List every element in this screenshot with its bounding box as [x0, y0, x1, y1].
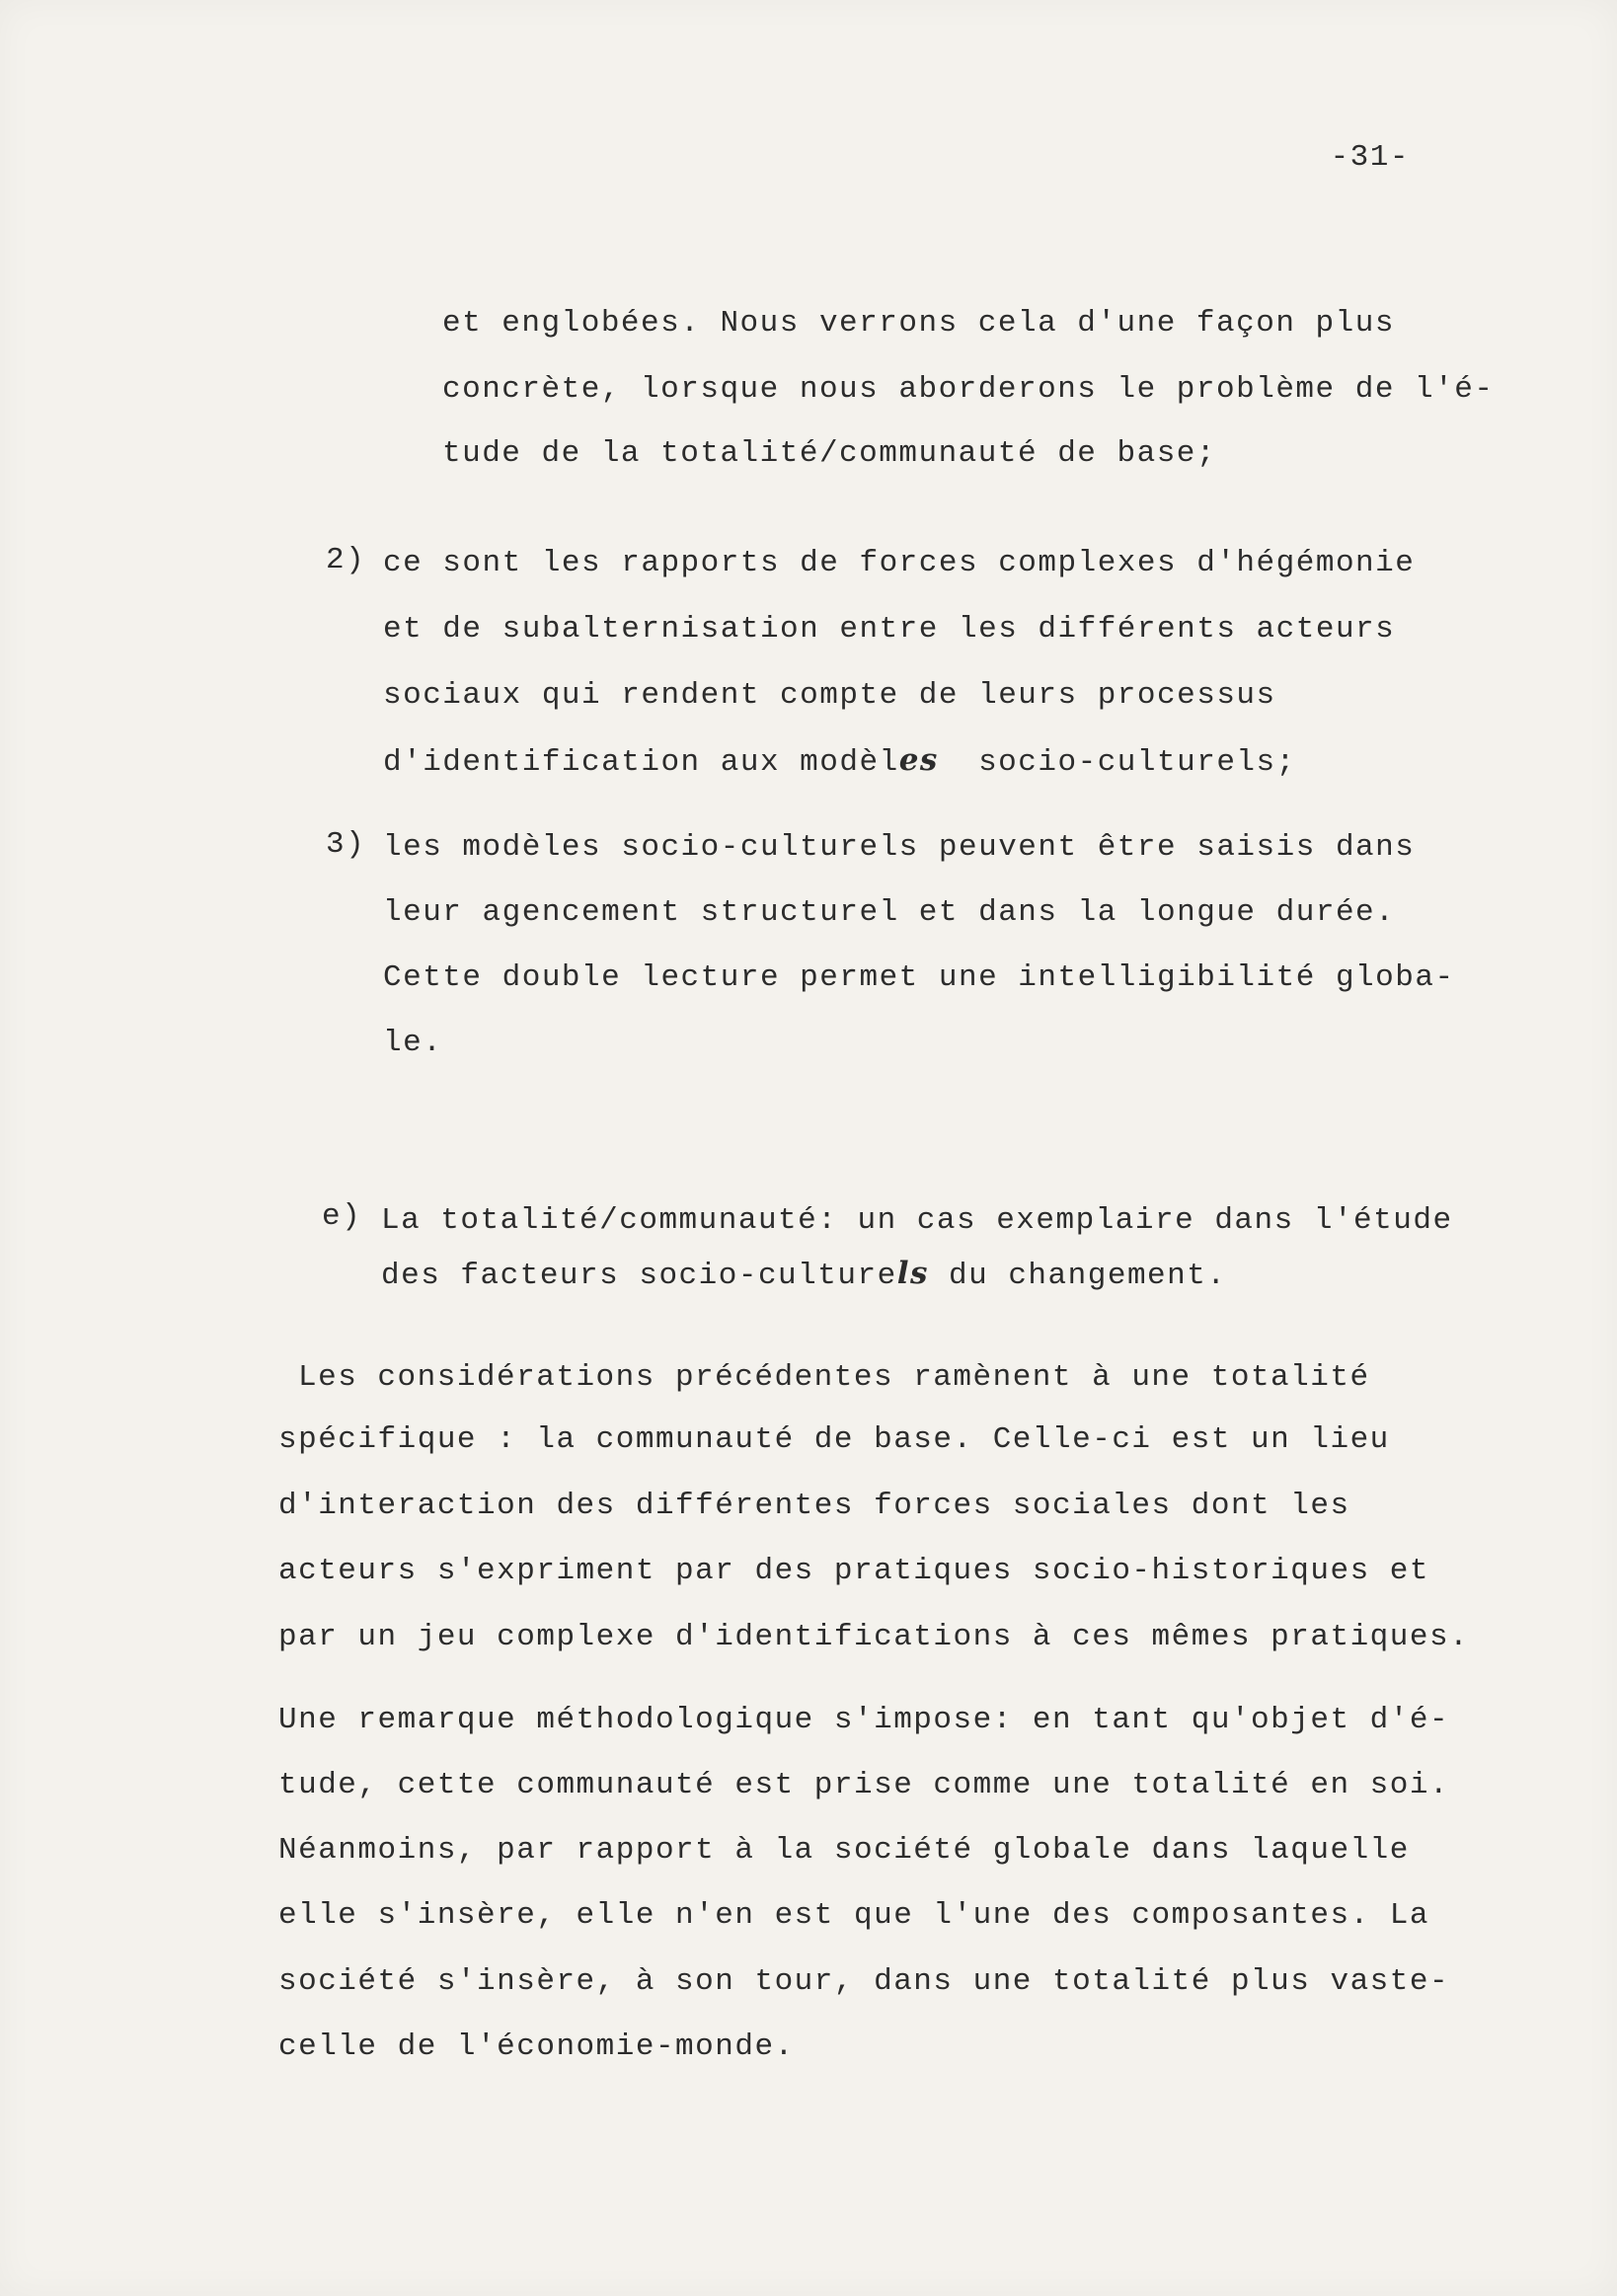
item-3-line-1: les modèles socio-culturels peuvent être saisis dans: [383, 830, 1416, 865]
paragraph-2-line-1: Une remarque méthodologique s'impose: en tant qu'objet d'é-: [278, 1703, 1450, 1737]
item-2-line-4-end: socio-culturels;: [938, 745, 1296, 780]
item-3-line-3: Cette double lecture permet une intelligibilité globa-: [383, 960, 1455, 995]
paragraph-2-line-2: tude, cette communauté est prise comme une totalité en soi.: [278, 1768, 1450, 1802]
section-e-heading-line-1: La totalité/communauté: un cas exemplaire dans l'étude: [381, 1203, 1453, 1238]
section-e-heading-line-2: [381, 1256, 1226, 1293]
item-2-line-1: ce sont les rapports de forces complexes d'hégémonie: [383, 546, 1416, 580]
paragraph-2-line-3: Néanmoins, par rapport à la société globale dans laquelle: [278, 1833, 1410, 1868]
item-2-line-4: [383, 742, 1296, 780]
item-3-marker: 3): [326, 827, 366, 862]
intro-line-3: tude de la totalité/communauté de base;: [442, 436, 1217, 471]
paragraph-1-line-1: Les considérations précédentes ramènent à une totalité: [298, 1360, 1370, 1395]
item-2-line-4-text: d'identification aux modèl: [383, 745, 899, 780]
item-3-line-2: leur agencement structurel et dans la longue durée.: [383, 895, 1396, 930]
paragraph-2-line-4: elle s'insère, elle n'en est que l'une des composantes. La: [278, 1898, 1429, 1933]
paragraph-1-line-4: acteurs s'expriment par des pratiques socio-historiques et: [278, 1554, 1429, 1588]
page-number: -31-: [1330, 140, 1410, 175]
paragraph-2-line-5: société s'insère, à son tour, dans une totalité plus vaste-: [278, 1964, 1450, 1999]
handwritten-correction: ls: [896, 1256, 929, 1291]
section-e-marker: e): [322, 1199, 362, 1234]
paragraph-1-line-2: spécifique : la communauté de base. Celle-ci est un lieu: [278, 1422, 1390, 1457]
section-e-heading-end: du changement.: [928, 1259, 1227, 1293]
paragraph-1-line-5: par un jeu complexe d'identifications à ces mêmes pratiques.: [278, 1620, 1470, 1654]
section-e-heading-text: des facteurs socio-culture: [381, 1259, 897, 1293]
paragraph-2-line-6: celle de l'économie-monde.: [278, 2029, 795, 2064]
paragraph-1-line-3: d'interaction des différentes forces sociales dont les: [278, 1489, 1350, 1523]
intro-line-1: et englobées. Nous verrons cela d'une façon plus: [442, 306, 1395, 341]
item-2-line-2: et de subalternisation entre les différents acteurs: [383, 612, 1396, 647]
item-2-line-3: sociaux qui rendent compte de leurs processus: [383, 678, 1276, 713]
item-3-line-4: le.: [383, 1026, 443, 1060]
intro-line-2: concrète, lorsque nous aborderons le problème de l'é-: [442, 372, 1495, 407]
item-2-marker: 2): [326, 543, 366, 577]
handwritten-correction: es: [898, 742, 939, 778]
